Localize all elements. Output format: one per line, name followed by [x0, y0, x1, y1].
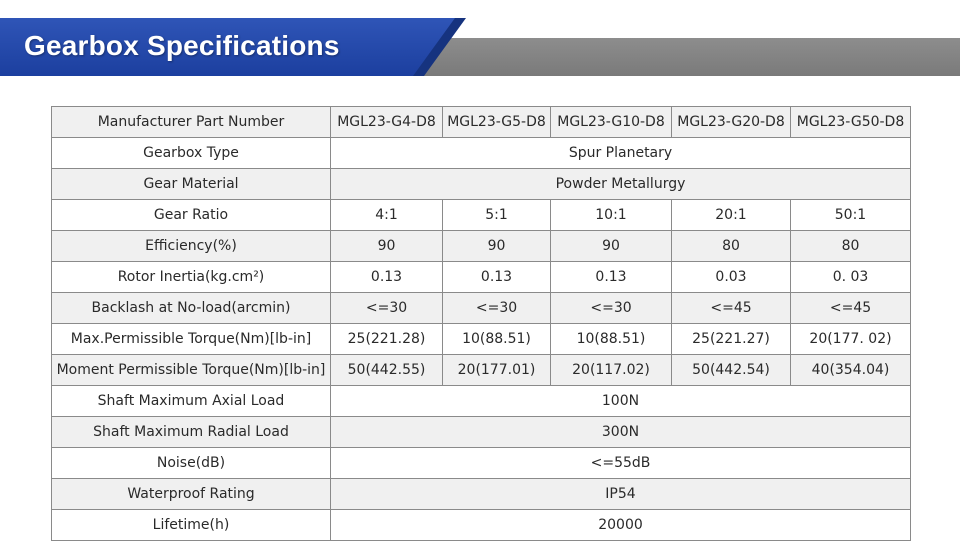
row-label: Waterproof Rating — [52, 479, 331, 510]
row-label: Backlash at No-load(arcmin) — [52, 293, 331, 324]
row-label: Shaft Maximum Axial Load — [52, 386, 331, 417]
value-cell: <=45 — [672, 293, 791, 324]
merged-value-cell: Spur Planetary — [331, 138, 911, 169]
table-row — [52, 386, 911, 417]
value-cell: 4:1 — [331, 200, 443, 231]
value-cell: 90 — [551, 231, 672, 262]
row-label: Moment Permissible Torque(Nm)[lb-in] — [52, 355, 331, 386]
header-gray-band — [400, 38, 960, 76]
value-cell: 0.13 — [443, 262, 551, 293]
value-cell: 10(88.51) — [551, 324, 672, 355]
part-number-cell: MGL23-G50-D8 — [791, 107, 911, 138]
merged-value-cell: 100N — [331, 386, 911, 417]
merged-value-cell: 20000 — [331, 510, 911, 541]
row-label: Manufacturer Part Number — [52, 107, 331, 138]
table-row — [52, 479, 911, 510]
table-row — [52, 262, 911, 293]
merged-value-cell: Powder Metallurgy — [331, 169, 911, 200]
row-label: Shaft Maximum Radial Load — [52, 417, 331, 448]
value-cell: 20(177.01) — [443, 355, 551, 386]
row-label: Gearbox Type — [52, 138, 331, 169]
value-cell: 0.13 — [551, 262, 672, 293]
row-label: Rotor Inertia(kg.cm²) — [52, 262, 331, 293]
value-cell: <=30 — [551, 293, 672, 324]
table-row — [52, 200, 911, 231]
part-number-cell: MGL23-G10-D8 — [551, 107, 672, 138]
value-cell: 20(177. 02) — [791, 324, 911, 355]
value-cell: 20(117.02) — [551, 355, 672, 386]
row-label: Max.Permissible Torque(Nm)[lb-in] — [52, 324, 331, 355]
value-cell: 25(221.28) — [331, 324, 443, 355]
merged-value-cell: 300N — [331, 417, 911, 448]
value-cell: 90 — [443, 231, 551, 262]
table-row — [52, 169, 911, 200]
spec-table-body — [52, 107, 911, 541]
table-row — [52, 293, 911, 324]
page-title: Gearbox Specifications — [24, 30, 340, 61]
value-cell: 20:1 — [672, 200, 791, 231]
value-cell: 40(354.04) — [791, 355, 911, 386]
value-cell: 50(442.55) — [331, 355, 443, 386]
row-label: Gear Material — [52, 169, 331, 200]
part-number-cell: MGL23-G20-D8 — [672, 107, 791, 138]
value-cell: <=45 — [791, 293, 911, 324]
row-label: Lifetime(h) — [52, 510, 331, 541]
table-row — [52, 448, 911, 479]
value-cell: 50(442.54) — [672, 355, 791, 386]
merged-value-cell: <=55dB — [331, 448, 911, 479]
value-cell: 25(221.27) — [672, 324, 791, 355]
value-cell: 5:1 — [443, 200, 551, 231]
merged-value-cell: IP54 — [331, 479, 911, 510]
table-row — [52, 355, 911, 386]
value-cell: 0.13 — [331, 262, 443, 293]
value-cell: 0. 03 — [791, 262, 911, 293]
part-number-cell: MGL23-G5-D8 — [443, 107, 551, 138]
table-row — [52, 138, 911, 169]
row-label: Efficiency(%) — [52, 231, 331, 262]
value-cell: 10(88.51) — [443, 324, 551, 355]
row-label: Noise(dB) — [52, 448, 331, 479]
value-cell: 80 — [672, 231, 791, 262]
value-cell: 80 — [791, 231, 911, 262]
table-row — [52, 324, 911, 355]
spec-table — [51, 106, 911, 541]
value-cell: <=30 — [331, 293, 443, 324]
table-row — [52, 231, 911, 262]
value-cell: 50:1 — [791, 200, 911, 231]
table-row — [52, 417, 911, 448]
row-label: Gear Ratio — [52, 200, 331, 231]
header-banner — [0, 18, 960, 76]
table-row-part-number — [52, 107, 911, 138]
value-cell: 10:1 — [551, 200, 672, 231]
value-cell: 0.03 — [672, 262, 791, 293]
part-number-cell: MGL23-G4-D8 — [331, 107, 443, 138]
value-cell: <=30 — [443, 293, 551, 324]
table-row — [52, 510, 911, 541]
value-cell: 90 — [331, 231, 443, 262]
